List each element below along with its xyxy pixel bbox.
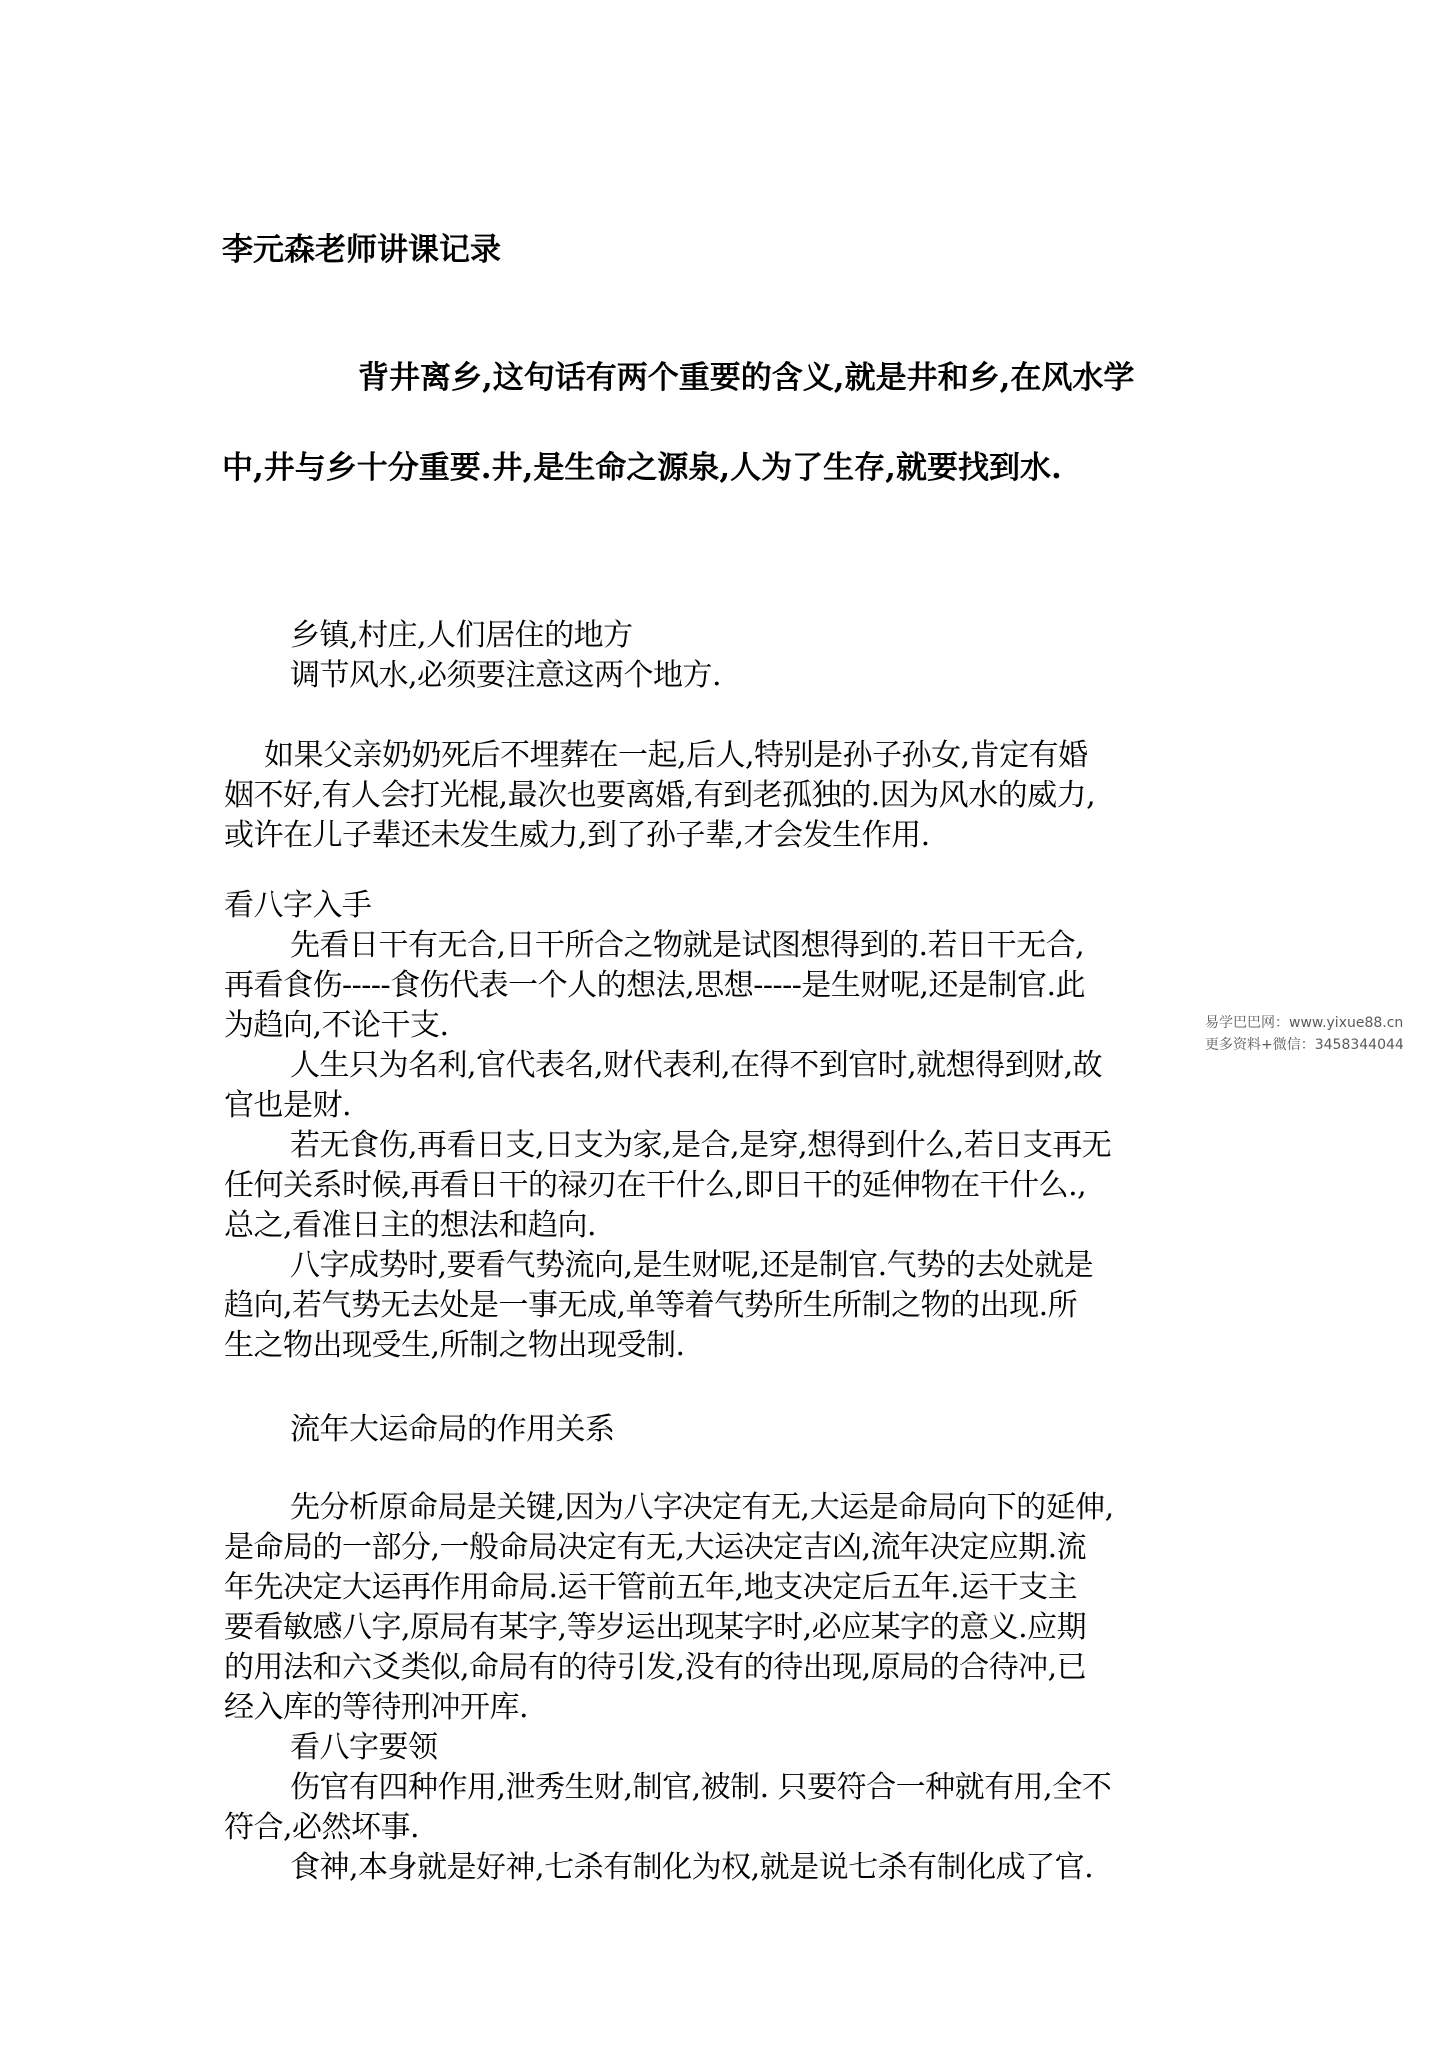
body-line: 伤官有四种作用,泄秀生财,制官,被制. 只要符合一种就有用,全不	[290, 1770, 1112, 1805]
section-heading: 流年大运命局的作用关系	[290, 1412, 615, 1447]
body-line: 年先决定大运再作用命局.运干管前五年,地支决定后五年.运干支主	[224, 1570, 1078, 1605]
watermark-contact: 更多资料+微信：3458344044	[1205, 1037, 1404, 1053]
body-line: 是命局的一部分,一般命局决定有无,大运决定吉凶,流年决定应期.流	[224, 1530, 1087, 1565]
body-line: 任何关系时候,再看日干的禄刃在干什么,即日干的延伸物在干什么.,	[224, 1168, 1087, 1203]
section-heading: 看八字入手	[224, 888, 372, 923]
section-heading: 看八字要领	[290, 1730, 438, 1765]
body-line: 总之,看准日主的想法和趋向.	[224, 1208, 597, 1243]
body-line: 先分析原命局是关键,因为八字决定有无,大运是命局向下的延伸,	[290, 1490, 1114, 1525]
body-line: 人生只为名利,官代表名,财代表利,在得不到官时,就想得到财,故	[290, 1048, 1103, 1083]
body-line: 姻不好,有人会打光棍,最次也要离婚,有到老孤独的.因为风水的威力,	[224, 778, 1096, 813]
intro-paragraph-line: 背井离乡,这句话有两个重要的含义,就是井和乡,在风水学	[358, 360, 1135, 396]
body-line: 食神,本身就是好神,七杀有制化为权,就是说七杀有制化成了官.	[290, 1850, 1094, 1885]
body-line: 再看食伤-----食伤代表一个人的想法,思想-----是生财呢,还是制官.此	[224, 968, 1085, 1003]
body-line: 若无食伤,再看日支,日支为家,是合,是穿,想得到什么,若日支再无	[290, 1128, 1112, 1163]
body-line: 经入库的等待刑冲开库.	[224, 1690, 529, 1725]
body-line: 的用法和六爻类似,命局有的待引发,没有的待出现,原局的合待冲,已	[224, 1650, 1087, 1685]
watermark-site: 易学巴巴网：www.yixue88.cn	[1205, 1015, 1404, 1031]
document-title: 李元森老师讲课记录	[222, 232, 501, 268]
body-line: 符合,必然坏事.	[224, 1810, 420, 1845]
body-line: 要看敏感八字,原局有某字,等岁运出现某字时,必应某字的意义.应期	[224, 1610, 1087, 1645]
body-line: 生之物出现受生,所制之物出现受制.	[224, 1328, 685, 1363]
body-line: 调节风水,必须要注意这两个地方.	[290, 658, 722, 693]
intro-paragraph-line: 中,井与乡十分重要.井,是生命之源泉,人为了生存,就要找到水.	[222, 450, 1062, 486]
body-line: 官也是财.	[224, 1088, 352, 1123]
body-line: 趋向,若气势无去处是一事无成,单等着气势所生所制之物的出现.所	[224, 1288, 1078, 1323]
body-line: 先看日干有无合,日干所合之物就是试图想得到的.若日干无合,	[290, 928, 1085, 963]
body-line: 八字成势时,要看气势流向,是生财呢,还是制官.气势的去处就是	[290, 1248, 1094, 1283]
body-line: 为趋向,不论干支.	[224, 1008, 449, 1043]
body-line: 如果父亲奶奶死后不埋葬在一起,后人,特别是孙子孙女,肯定有婚	[264, 738, 1088, 773]
body-line: 或许在儿子辈还未发生威力,到了孙子辈,才会发生作用.	[224, 818, 930, 853]
body-line: 乡镇,村庄,人们居住的地方	[290, 618, 633, 653]
